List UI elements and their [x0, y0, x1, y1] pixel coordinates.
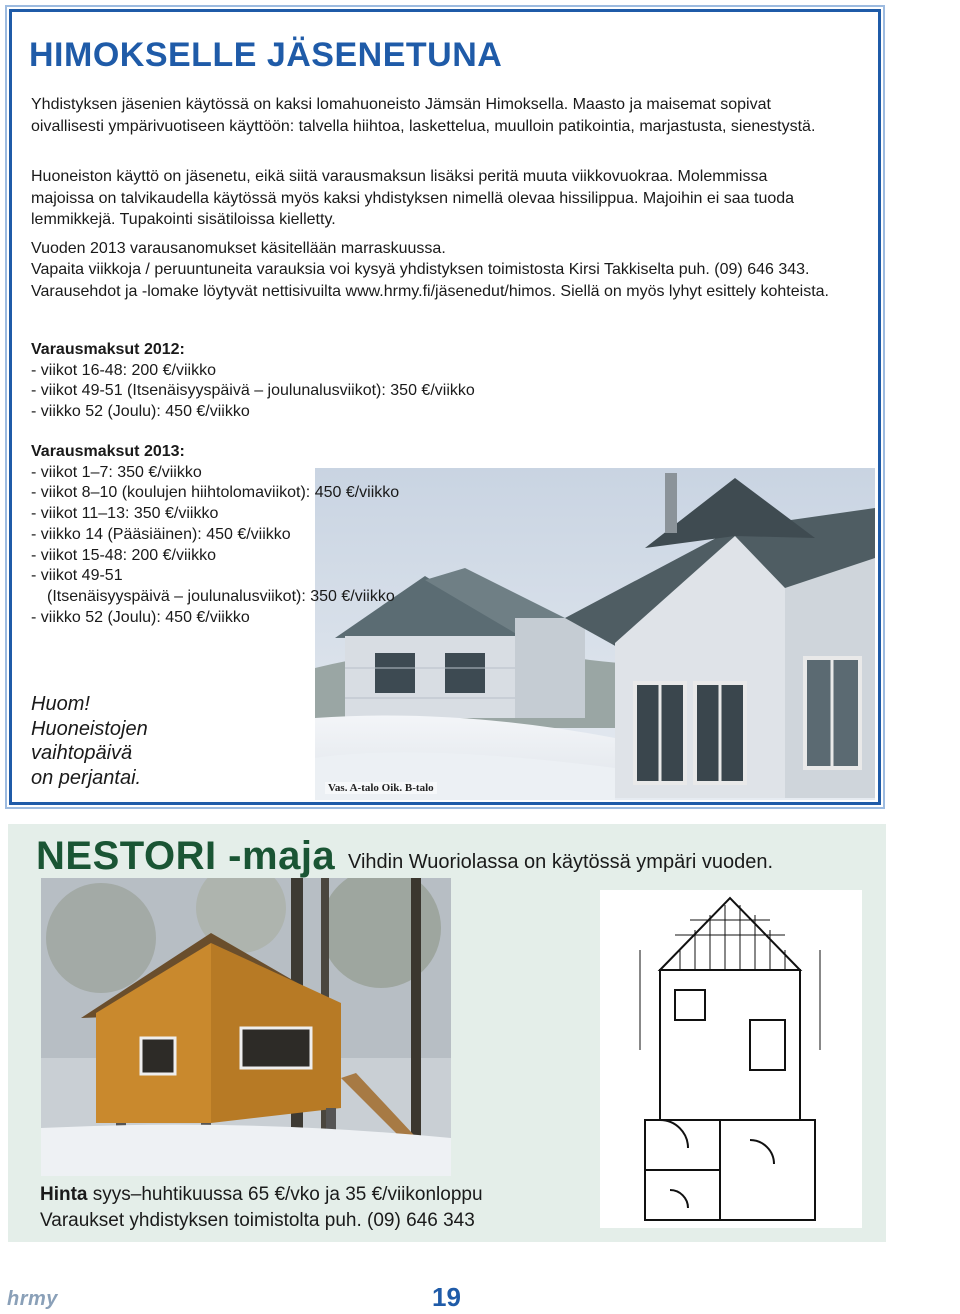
prices-2013-heading: Varausmaksut 2013: [31, 443, 185, 460]
huom-line: vaihtopäivä [31, 742, 133, 764]
price-row: - viikko 52 (Joulu): 450 €/viikko [31, 608, 250, 626]
nestori-subtitle: Vihdin Wuoriolassa on käytössä ympäri vuoden. [348, 851, 774, 873]
huom-line: Huoneistojen [31, 717, 148, 740]
prices-2013 [31, 442, 399, 628]
huom-line: Huom! [31, 693, 90, 715]
nestori-section [8, 824, 886, 1242]
price-row: - viikko 14 (Pääsiäinen): 450 €/viikko [31, 525, 291, 543]
nestori-cabin-photo [41, 878, 451, 1176]
price-row: - viikot 15-48: 200 €/viikko [31, 546, 216, 564]
cabin-illustration [41, 878, 451, 1176]
nestori-title: NESTORI -maja [36, 834, 336, 878]
price-row: - viikko 52 (Joulu): 450 €/viikko [31, 403, 250, 421]
price-row: - viikot 16-48: 200 €/viikko [31, 361, 216, 379]
contact-paragraph: Vapaita viikkoja / peruuntuneita varauksia voi kysyä yhdistyksen toimistosta Kirsi Takkiselta puh. (09) 646 343. Varausehdot ja -lomake löytyvät nettisivuilta www.hrmy.fi/jäsenedut/himos. Siellä on myös lyhyt esittely kohteista. [31, 261, 829, 300]
price-row: (Itsenäisyyspäivä – joulunalusviikot): 350 €/viikko [47, 587, 395, 605]
page-number: 19 [432, 1282, 461, 1312]
hinta-label: Hinta [40, 1184, 88, 1205]
price-row: - viikot 1–7: 350 €/viikko [31, 463, 202, 481]
price-row: - viikot 11–13: 350 €/viikko [31, 505, 219, 523]
nestori-pricing [40, 1182, 483, 1234]
himos-title: HIMOKSELLE JÄSENETUNA [29, 36, 503, 74]
prices-2012 [31, 340, 475, 423]
price-row: - viikot 8–10 (koulujen hiihtolomaviikot): 450 €/viikko [31, 484, 400, 502]
intro-paragraph: Yhdistyksen jäsenien käytössä on kaksi lomahuoneisto Jämsän Himoksella. Maasto ja maisemat sopivat oivallisesti ympärivuotiseen käyttöön: talvella hiihtoa, laskettelua, muulloin patikointia, marjastusta, sienestystä. [31, 96, 816, 135]
price-row: - viikot 49-51 [31, 567, 123, 585]
varaukset-line: Varaukset yhdistyksen toimistolta puh. (09) 646 343 [40, 1210, 475, 1231]
floorplan-drawing [600, 890, 862, 1228]
price-row: - viikot 49-51 (Itsenäisyyspäivä – joulunalusviikot): 350 €/viikko [31, 382, 475, 400]
hrmy-logo: hrmy [7, 1288, 58, 1310]
photo-caption: Vas. A-talo Oik. B-talo [325, 782, 437, 794]
huom-line: on perjantai. [31, 766, 142, 789]
booking-paragraph: Vuoden 2013 varausanomukset käsitellään marraskuussa. [31, 240, 446, 257]
huom-note [31, 692, 148, 790]
himos-section [9, 9, 881, 805]
hinta-text: syys–huhtikuussa 65 €/vko ja 35 €/viikonloppu [92, 1184, 483, 1205]
nestori-floorplan [600, 890, 862, 1228]
hinta-line [40, 1182, 483, 1208]
usage-paragraph: Huoneiston käyttö on jäsenetu, eikä siitä varausmaksun lisäksi peritä muuta viikkovuokraa. Molemmissa majoissa on talvikaudella käytössä myös kaksi yhdistyksen nimellä olevaa hissilippua. Majoihin ei saa tuoda lemmikkejä. Tupakointi sisätiloissa kielletty. [31, 168, 795, 228]
prices-2012-heading: Varausmaksut 2012: [31, 341, 185, 358]
